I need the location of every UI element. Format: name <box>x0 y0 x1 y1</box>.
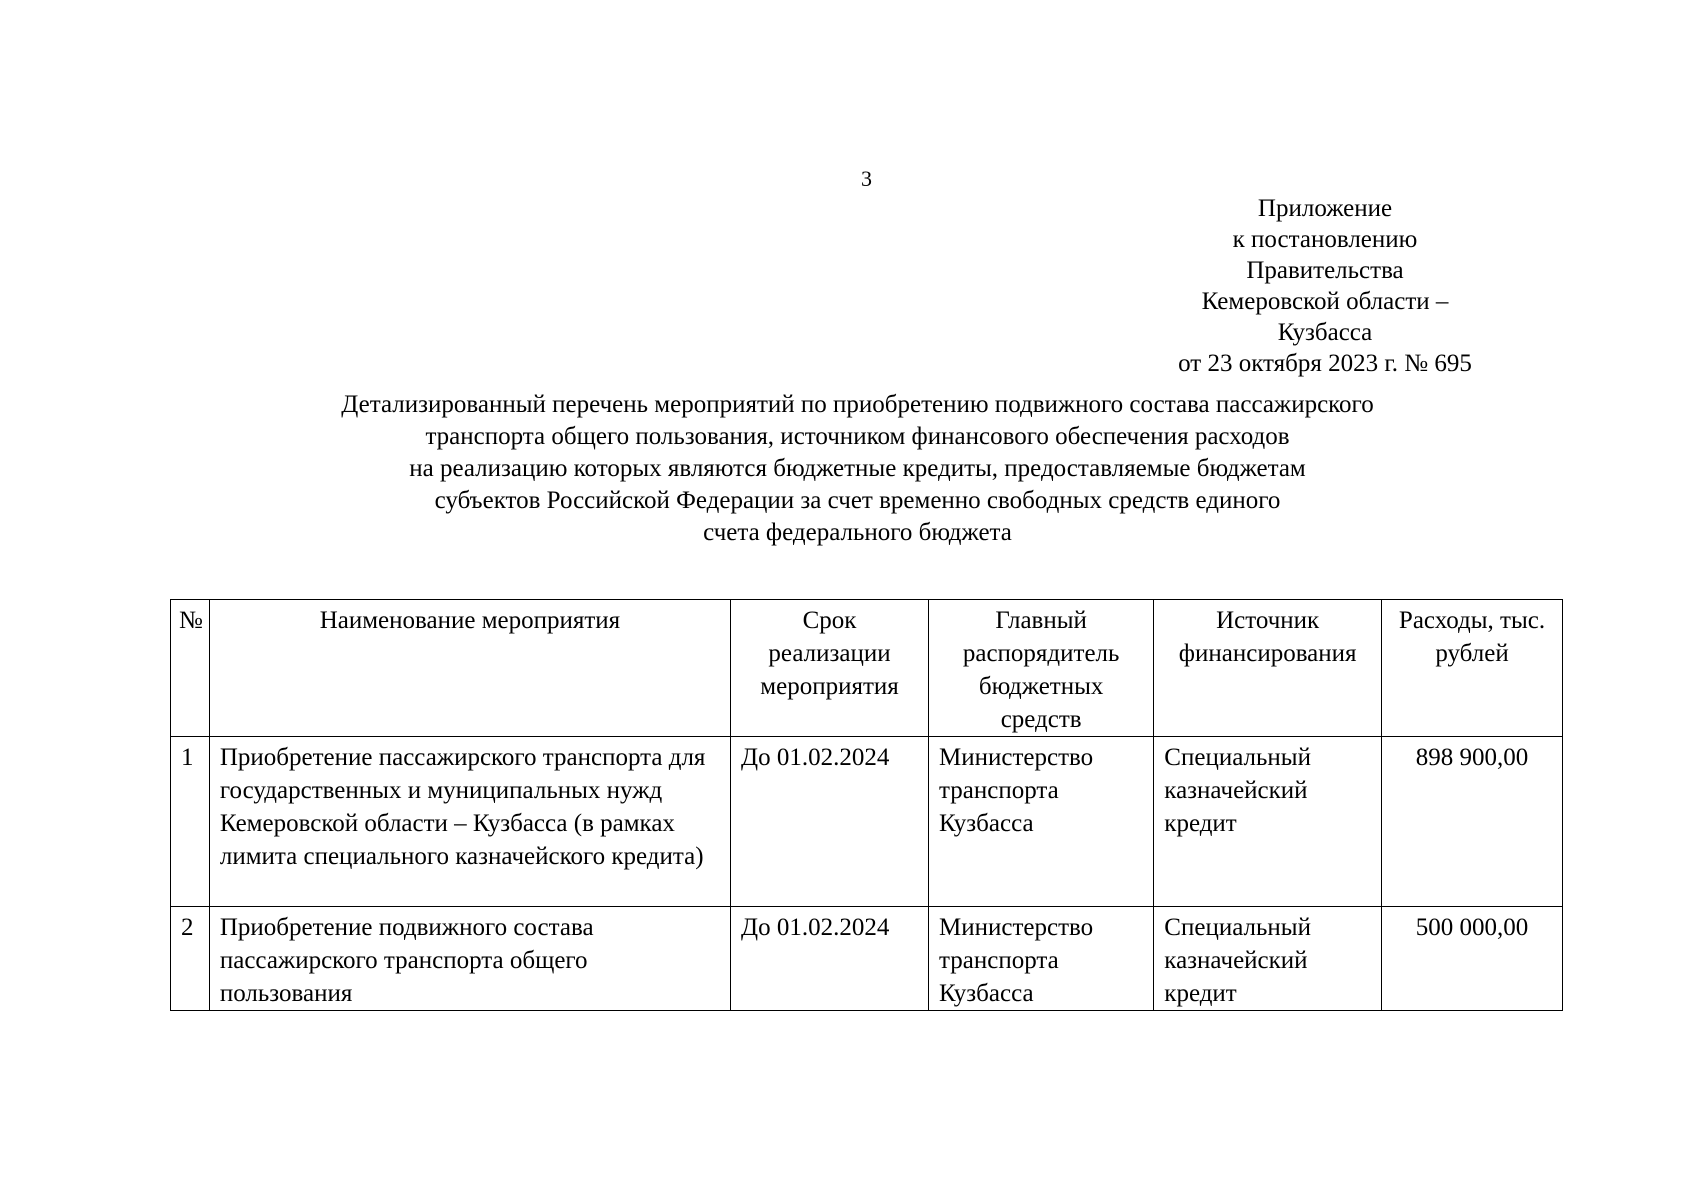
appendix-line-1: Приложение <box>1257 195 1393 222</box>
title-line-2: транспорта общего пользования, источником финансового обеспечения расходов <box>425 423 1290 450</box>
title-line-4: субъектов Российской Федерации за счет временно свободных средств единого <box>434 487 1281 514</box>
header-source: Источник финансирования <box>1154 600 1382 737</box>
document-title <box>240 389 1475 549</box>
cell-num: 2 <box>171 907 210 1011</box>
header-name: Наименование мероприятия <box>209 600 730 737</box>
appendix-line-2: к постановлению Правительства <box>1232 226 1418 284</box>
appendix-block <box>1160 193 1490 379</box>
table-row <box>171 737 1563 907</box>
appendix-line-3: Кемеровской области – Кузбасса <box>1201 288 1449 346</box>
cell-grbs: Министерство транспорта Кузбасса <box>929 907 1154 1011</box>
cell-amount: 898 900,00 <box>1382 737 1563 907</box>
cell-num: 1 <box>171 737 210 907</box>
cell-source: Специальный казначейский кредит <box>1154 907 1382 1011</box>
title-line-1: Детализированный перечень мероприятий по приобретению подвижного состава пассажирского <box>341 391 1374 418</box>
table-row <box>171 907 1563 1011</box>
page-number: 3 <box>861 166 872 191</box>
cell-name: Приобретение пассажирского транспорта для государственных и муниципальных нужд Кемеровской области – Кузбасса (в рамках лимита специального казначейского кредита) <box>209 737 730 907</box>
header-amount: Расходы, тыс. рублей <box>1382 600 1563 737</box>
appendix-line-4: от 23 октября 2023 г. № 695 <box>1178 350 1472 377</box>
events-table <box>170 599 1563 1011</box>
table-header-row <box>171 600 1563 737</box>
header-num: № <box>171 600 210 737</box>
cell-term: До 01.02.2024 <box>731 737 929 907</box>
header-term: Срок реализации мероприятия <box>731 600 929 737</box>
title-line-5: счета федерального бюджета <box>703 519 1012 546</box>
cell-amount: 500 000,00 <box>1382 907 1563 1011</box>
title-line-3: на реализацию которых являются бюджетные кредиты, предоставляемые бюджетам <box>409 455 1306 482</box>
cell-term: До 01.02.2024 <box>731 907 929 1011</box>
cell-name: Приобретение подвижного состава пассажирского транспорта общего пользования <box>209 907 730 1011</box>
cell-grbs: Министерство транспорта Кузбасса <box>929 737 1154 907</box>
cell-source: Специальный казначейский кредит <box>1154 737 1382 907</box>
header-grbs: Главный распорядитель бюджетных средств <box>929 600 1154 737</box>
